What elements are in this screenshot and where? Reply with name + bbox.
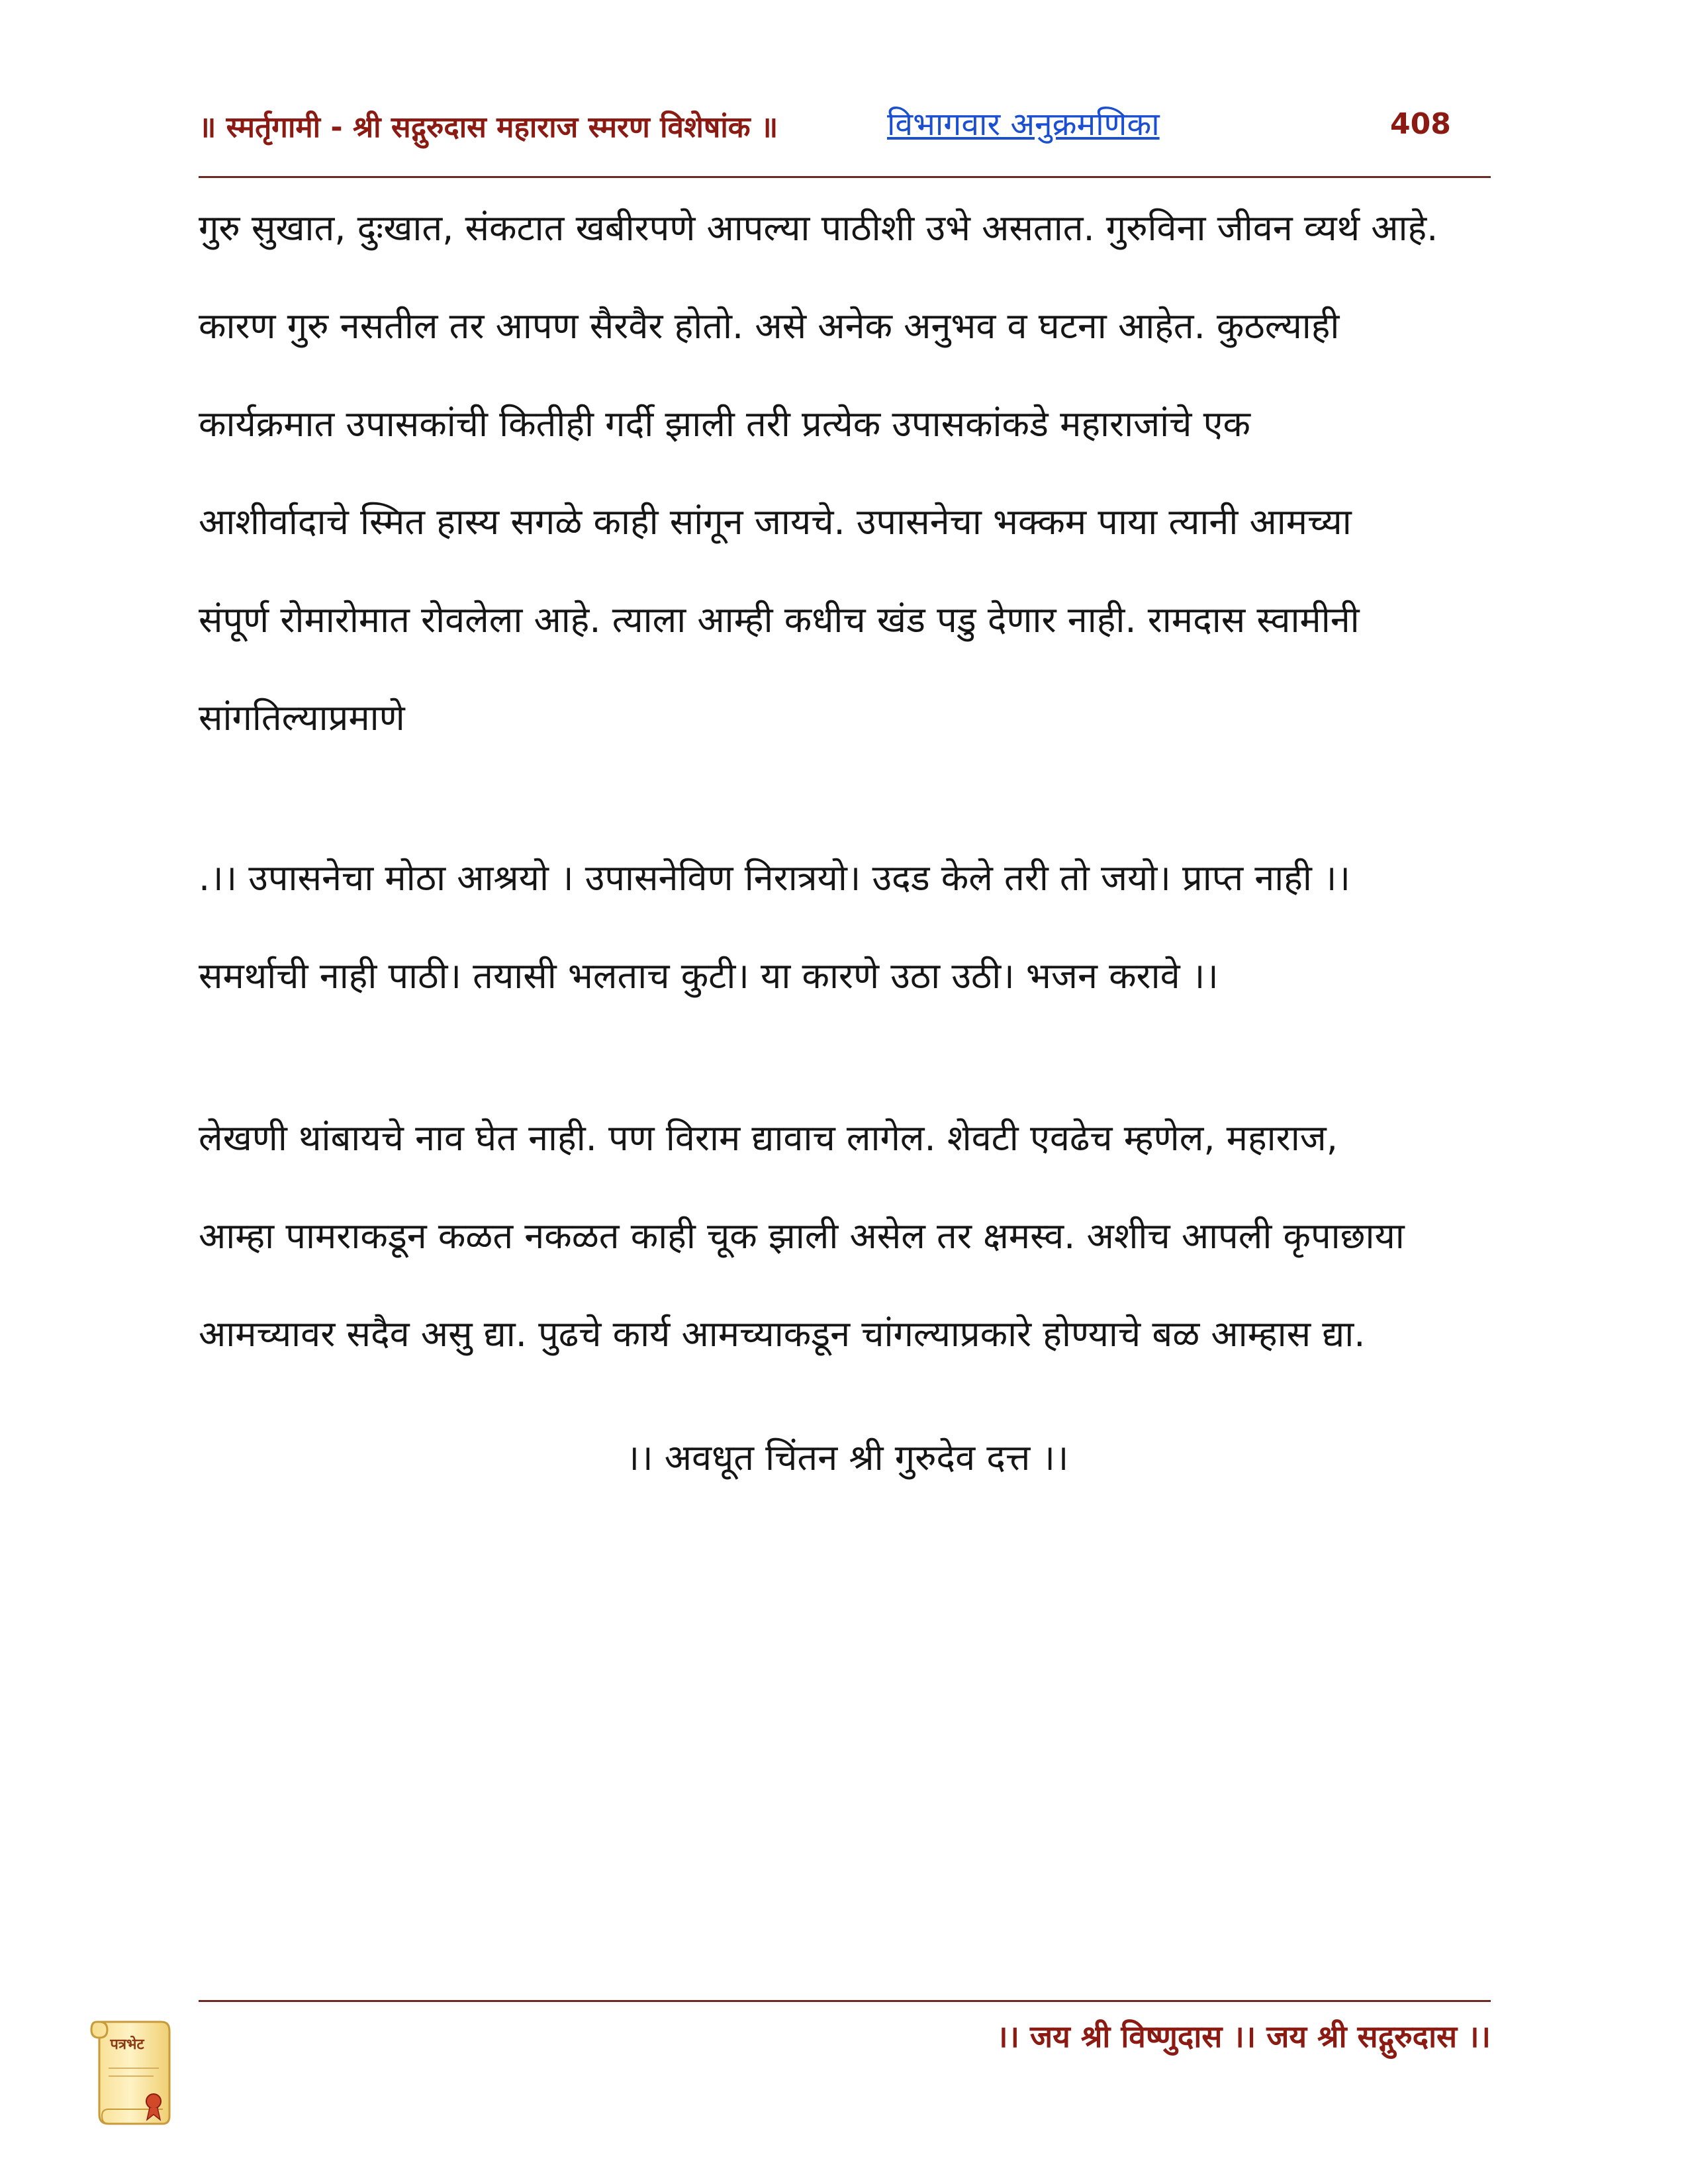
patrabhet-logo <box>85 2002 177 2134</box>
header-divider <box>199 176 1491 178</box>
footer-text: ।। जय श्री विष्णुदास ।। जय श्री सद्गुरुदास ।। <box>996 2019 1491 2054</box>
paragraph-line: कार्यक्रमात उपासकांची कितीही गर्दी झाली तरी प्रत्येक उपासकांकडे महाराजांचे एक <box>199 403 1250 445</box>
verse-line: समर्थाची नाही पाठी। तयासी भलताच कुटी। या कारणे उठा उठी। भजन करावे ।। <box>199 955 1219 997</box>
paragraph-line: कारण गुरु नसतील तर आपण सैरवैर होतो. असे अनेक अनुभव व घटना आहेत. कुठल्याही <box>199 305 1340 347</box>
paragraph-line: लेखणी थांबायचे नाव घेत नाही. पण विराम द्यावाच लागेल. शेवटी एवढेच म्हणेल, महाराज, <box>199 1117 1338 1159</box>
page-number: 408 <box>1390 107 1451 141</box>
logo-text: पत्रभेट <box>110 2036 144 2053</box>
paragraph-line: आशीर्वादाचे स्मित हास्य सगळे काही सांगून जायचे. उपासनेचा भक्कम पाया त्यानी आमच्या <box>199 501 1352 543</box>
verse-line: .।। उपासनेचा मोठा आश्रयो । उपासनेविण निरात्रयो। उदड केले तरी तो जयो। प्राप्त नाही ।। <box>199 857 1350 899</box>
paragraph-line: आमच्यावर सदैव असु द्या. पुढचे कार्य आमच्याकडून चांगल्याप्रकारे होण्याचे बळ आम्हास द्या. <box>199 1313 1366 1355</box>
footer-divider <box>199 2000 1491 2002</box>
section-index-link[interactable]: विभागवार अनुक्रमणिका <box>887 106 1160 143</box>
magazine-title: ॥ स्मर्तृगामी - श्री सद्गुरुदास महाराज स्मरण विशेषांक ॥ <box>199 111 778 144</box>
paragraph-line: गुरु सुखात, दुःखात, संकटात खबीरपणे आपल्या पाठीशी उभे असतात. गुरुविना जीवन व्यर्थ आहे. <box>199 207 1438 249</box>
paragraph-line: संपूर्ण रोमारोमात रोवलेला आहे. त्याला आम्ही कधीच खंड पडु देणार नाही. रामदास स्वामीनी <box>199 599 1360 641</box>
paragraph-line: आम्हा पामराकडून कळत नकळत काही चूक झाली असेल तर क्षमस्व. अशीच आपली कृपाछाया <box>199 1215 1405 1257</box>
closing-line: ।। अवधूत चिंतन श्री गुरुदेव दत्त ।। <box>626 1437 1069 1479</box>
page-header <box>199 99 1489 152</box>
paragraph-line: सांगतिल्याप्रमाणे <box>199 697 405 739</box>
scroll-icon <box>85 2002 177 2134</box>
